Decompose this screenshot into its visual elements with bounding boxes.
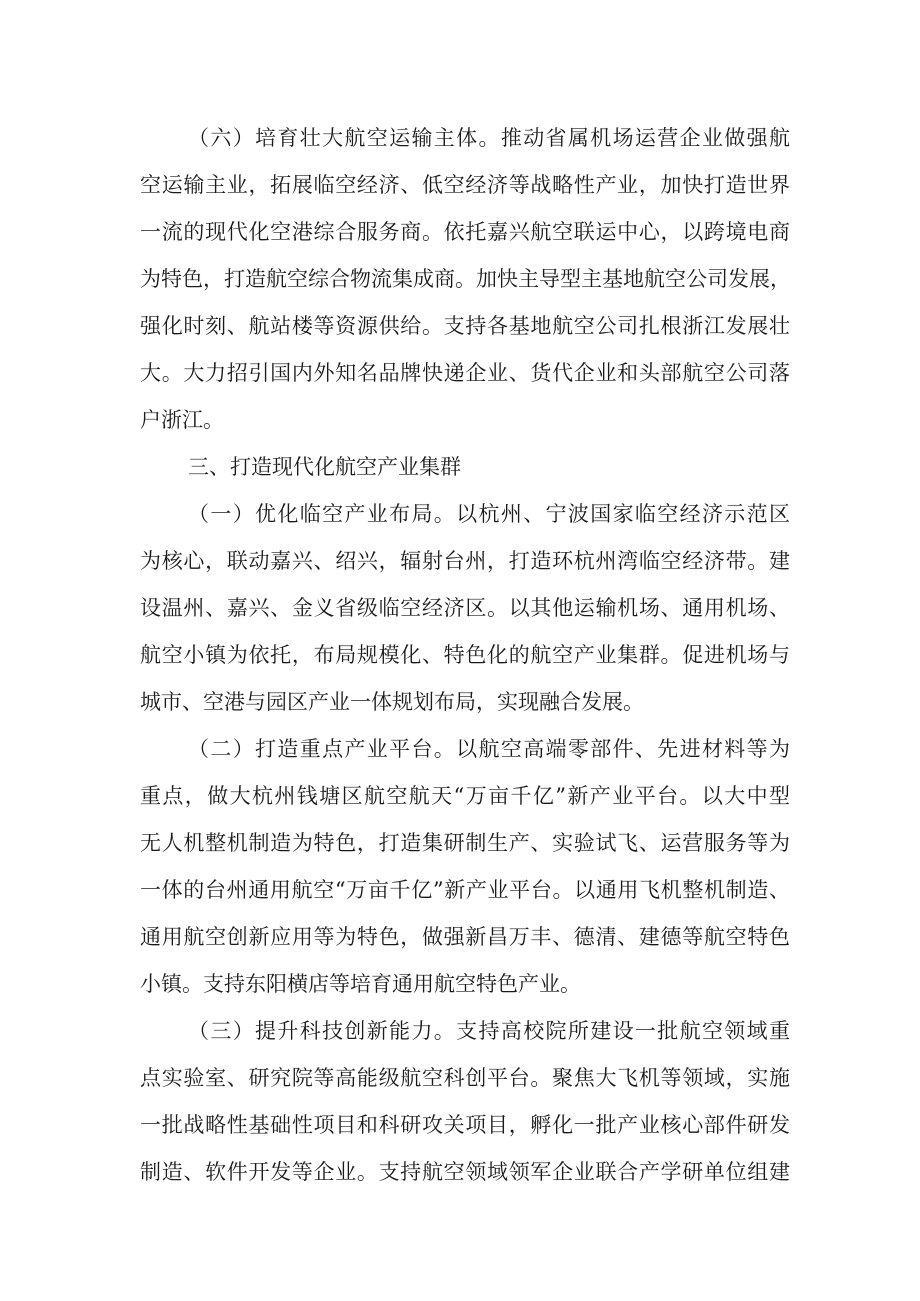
text-line: 为特色，打造航空综合物流集成商。加快主导型主基地航空公司发展，	[140, 267, 791, 291]
text-line: 无人机整机制造为特色，打造集研制生产、实验试飞、运营服务等为	[140, 831, 790, 855]
text-line: 小镇。支持东阳横店等培育通用航空特色产业。	[140, 972, 581, 996]
text-line: 强化时刻、航站楼等资源供给。支持各基地航空公司扎根浙江发展壮	[140, 314, 790, 338]
text-line: （三）提升科技创新能力。支持高校院所建设一批航空领域重	[188, 1019, 790, 1043]
text-line: （六）培育壮大航空运输主体。推动省属机场运营企业做强航	[188, 126, 790, 150]
text-line: 设温州、嘉兴、金义省级临空经济区。以其他运输机场、通用机场、	[140, 596, 790, 620]
text-line: 户浙江。	[140, 408, 224, 432]
text-line: 一体的台州通用航空“万亩千亿”新产业平台。以通用飞机整机制造、	[140, 878, 790, 902]
text-line: 通用航空创新应用等为特色，做强新昌万丰、德清、建德等航空特色	[140, 925, 790, 949]
text-line: 点实验室、研究院等高能级航空科创平台。聚焦大飞机等领域，实施	[140, 1066, 790, 1090]
text-line: 城市、空港与园区产业一体规划布局，实现融合发展。	[140, 690, 644, 714]
text-line: 一流的现代化空港综合服务商。依托嘉兴航空联运中心，以跨境电商	[140, 220, 790, 244]
text-line: 制造、软件开发等企业。支持航空领域领军企业联合产学研单位组建	[140, 1160, 790, 1184]
text-line: 重点，做大杭州钱塘区航空航天“万亩千亿”新产业平台。以大中型	[140, 784, 790, 808]
text-line: 为核心，联动嘉兴、绍兴，辐射台州，打造环杭州湾临空经济带。建	[140, 549, 790, 573]
text-line: （一）优化临空产业布局。以杭州、宁波国家临空经济示范区	[188, 502, 790, 526]
text-line: 大。大力招引国内外知名品牌快递企业、货代企业和头部航空公司落	[140, 361, 790, 385]
text-line: （二）打造重点产业平台。以航空高端零部件、先进材料等为	[188, 737, 790, 761]
section-title: 三、打造现代化航空产业集群	[188, 455, 461, 479]
text-line: 航空小镇为依托，布局规模化、特色化的航空产业集群。促进机场与	[140, 643, 790, 667]
text-line: 空运输主业，拓展临空经济、低空经济等战略性产业，加快打造世界	[140, 173, 790, 197]
text-line: 一批战略性基础性项目和科研攻关项目，孵化一批产业核心部件研发	[140, 1113, 790, 1137]
